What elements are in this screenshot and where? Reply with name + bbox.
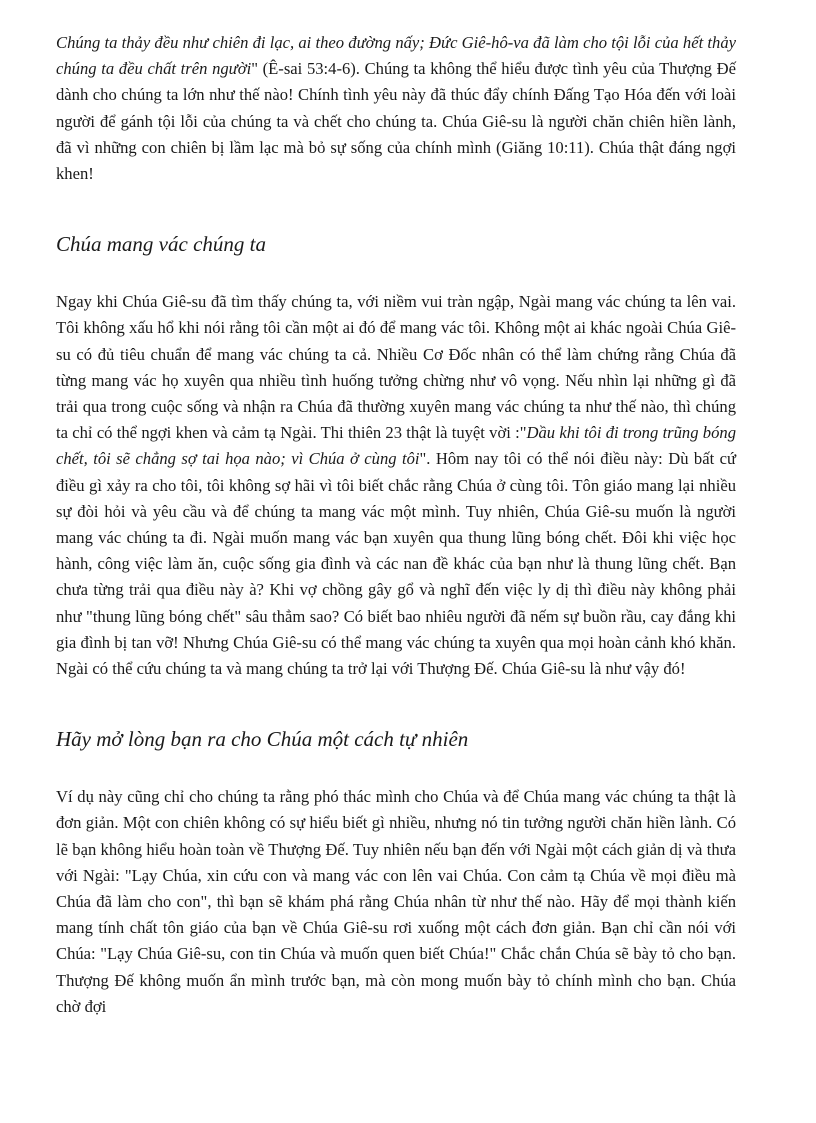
carry-quote: Dầu khi tôi đi trong trũng bóng chết, tôi sẽ chẳng sợ tai họa nào; vì Chúa ở cùng tôi	[56, 423, 736, 469]
intro-text: " (Ê-sai 53:4-6). Chúng ta không thể hiểu được tình yêu của Thượng Đế dành cho chúng ta lớn như thế nào! Chính tình yêu này đã thúc đẩy chính Đấng Tạo Hóa đến với loài người để gánh tội lỗi của chúng ta và chết cho chúng ta. Chúa Giê-su là người chăn chiên hiền lành, đã vì những con chiên bị lầm lạc mà bỏ sự sống của chính mình (Giăng 10:11). Chúa thật đáng ngợi khen!	[56, 59, 736, 184]
section-heading-carry: Chúa mang vác chúng ta	[56, 232, 266, 257]
carry-text-before: Ngay khi Chúa Giê-su đã tìm thấy chúng ta, với niềm vui tràn ngập, Ngài mang vác chúng ta lên vai. Tôi không xấu hổ khi nói rằng tôi cần một ai đó để mang vác tôi. Không một ai khác ngoài Chúa Giê-su có đủ tiêu chuẩn để mang vác chúng ta cả. Nhiều Cơ Đốc nhân có thể làm chứng rằng Chúa đã từng mang vác họ xuyên qua nhiều tình huống tưởng chừng như vô vọng. Nếu nhìn lại những gì đã trải qua trong cuộc sống và nhận ra Chúa đã thường xuyên mang vác chúng ta như thế nào, thì chúng ta chỉ có thể ngợi khen và cảm tạ Ngài. Thi thiên 23 thật là tuyệt vời :"	[56, 292, 736, 443]
carry-paragraph	[56, 289, 736, 682]
intro-quote: Chúng ta thảy đều như chiên đi lạc, ai theo đường nấy; Đức Giê-hô-va đã làm cho tội lỗi của hết thảy chúng ta đều chất trên người	[56, 33, 736, 79]
open-heart-paragraph: Ví dụ này cũng chỉ cho chúng ta rằng phó thác mình cho Chúa và để Chúa mang vác chúng ta thật là đơn giản. Một con chiên không có sự hiểu biết gì nhiều, nhưng nó tin tưởng người chăn hiền lành. Có lẽ bạn không hiểu hoàn toàn về Thượng Đế. Tuy nhiên nếu bạn đến với Ngài một cách giản dị và thưa với Ngài: "Lạy Chúa, xin cứu con và mang vác con lên vai Chúa. Con cảm tạ Chúa về mọi điều mà Chúa đã làm cho con", thì bạn sẽ khám phá rằng Chúa nhân từ như thế nào. Hãy để mọi thành kiến mang tính chất tôn giáo của bạn về Chúa Giê-su rơi xuống một cách đơn giản. Bạn chỉ cần nói với Chúa: "Lạy Chúa Giê-su, con tin Chúa và muốn quen biết Chúa!" Chắc chắn Chúa sẽ bày tỏ cho bạn. Thượng Đế không muốn ẩn mình trước bạn, mà còn mong muốn bày tỏ chính mình cho bạn. Chúa chờ đợi	[56, 787, 736, 1016]
carry-text-after: ". Hôm nay tôi có thể nói điều này: Dù bất cứ điều gì xảy ra cho tôi, tôi không sợ hãi vì tôi biết chắc rằng Chúa ở cùng tôi. Tôn giáo mang lại nhiều sự đòi hỏi và yêu cầu và để chúng ta mang vác một mình. Tuy nhiên, Chúa Giê-su muốn là người mang vác chúng ta đi. Ngài muốn mang vác bạn xuyên qua thung lũng bóng chết. Đôi khi việc học hành, công việc làm ăn, cuộc sống gia đình và các nan đề khác của bạn như là thung lũng chết. Bạn chưa từng trải qua điều này à? Khi vợ chồng gây gổ và nghĩ đến việc ly dị thì điều này không phải như "thung lũng bóng chết" sâu thẳm sao? Có biết bao nhiêu người đã nếm sự buồn rầu, cay đắng khi gia đình bị tan vỡ! Nhưng Chúa Giê-su có thể mang vác chúng ta xuyên qua mọi hoàn cảnh khó khăn. Ngài có thể cứu chúng ta và mang chúng ta trở lại với Thượng Đế. Chúa Giê-su là như vậy đó!	[56, 449, 736, 679]
document-page	[56, 30, 736, 1020]
intro-paragraph	[56, 30, 736, 187]
section-heading-open-heart: Hãy mở lòng bạn ra cho Chúa một cách tự nhiên	[56, 727, 469, 752]
